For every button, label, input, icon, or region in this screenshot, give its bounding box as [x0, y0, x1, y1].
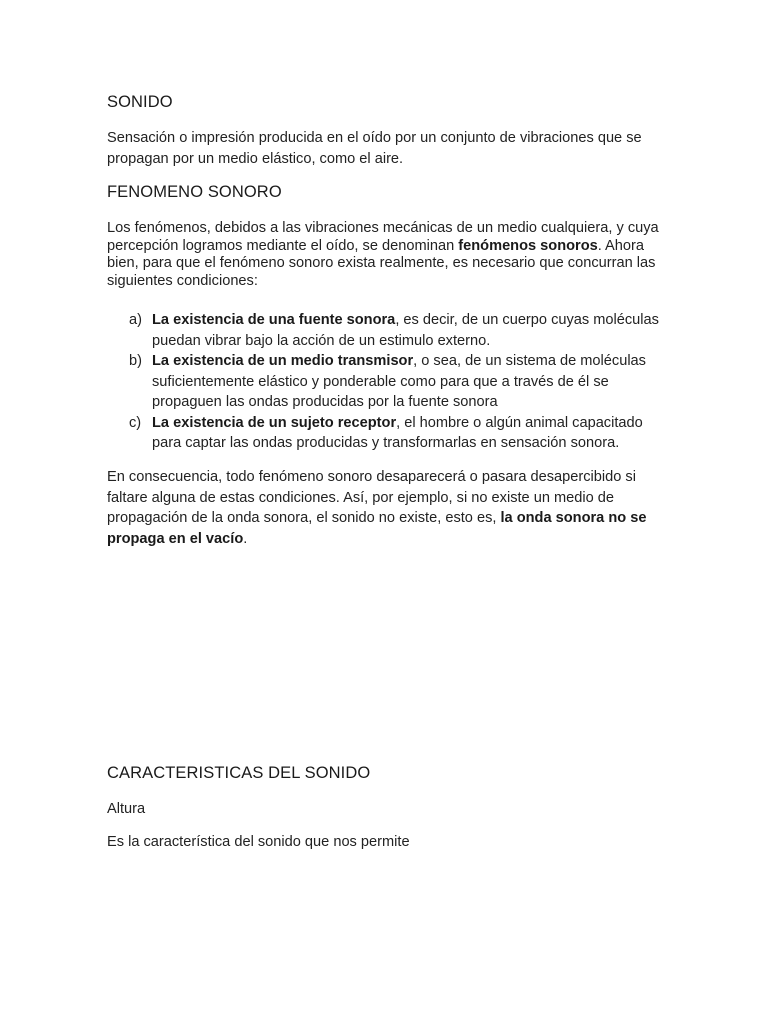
conclusion-bold: la onda sonora no se propaga en el vacío [107, 510, 647, 547]
condition-marker: c) [129, 414, 142, 431]
condition-item [129, 351, 669, 413]
condition-bold: La existencia de una fuente sonora [152, 312, 396, 328]
altura-text: Es la característica del sonido que nos permite [107, 834, 410, 850]
heading-fenomeno-sonoro: FENOMENO SONORO [107, 183, 282, 201]
conditions-list [129, 310, 669, 454]
condition-text: , el hombre o algún animal capacitado para captar las ondas producidas y transformarlas en sensación sonora. [152, 414, 643, 451]
fenomeno-intro-post: . Ahora bien, para que el fenómeno sonoro exista realmente, es necesario que concurran las siguientes condiciones: [107, 237, 656, 289]
fenomeno-intro-pre: Los fenómenos, debidos a las vibraciones mecánicas de un medio cualquiera, y cuya percepción logramos mediante el oído, se denominan [107, 220, 659, 254]
condition-item [129, 413, 669, 454]
condition-bold: La existencia de un sujeto receptor [152, 414, 397, 431]
condition-item [129, 310, 669, 351]
fenomeno-intro-bold: fenómenos sonoros [458, 237, 598, 254]
subheading-altura: Altura [107, 801, 146, 817]
conclusion-post: . [243, 530, 248, 547]
fenomeno-conclusion [107, 467, 667, 549]
fenomeno-intro [107, 220, 667, 290]
sonido-definition: Sensación o impresión producida en el oído por un conjunto de vibraciones que se propagan por un medio elástico, como el aire. [107, 130, 642, 167]
condition-text: , o sea, de un sistema de moléculas suficientemente elástico y ponderable como para que a través de él se propaguen las ondas producidas por la fuente sonora [152, 353, 646, 410]
heading-sonido: SONIDO [107, 93, 173, 111]
conclusion-pre: En consecuencia, todo fenómeno sonoro desaparecerá o pasara desapercibido si faltare alguna de estas condiciones. Así, por ejemplo, si no existe un medio de propagación de la onda sonora, el sonido no existe, esto es, [107, 469, 636, 526]
heading-caracteristicas: CARACTERISTICAS DEL SONIDO [107, 764, 371, 782]
condition-bold: La existencia de un medio transmisor [152, 353, 414, 369]
condition-text: , es decir, de un cuerpo cuyas moléculas puedan vibrar bajo la acción de un estimulo externo. [152, 312, 659, 349]
condition-marker: a) [129, 312, 142, 328]
condition-marker: b) [129, 353, 142, 369]
